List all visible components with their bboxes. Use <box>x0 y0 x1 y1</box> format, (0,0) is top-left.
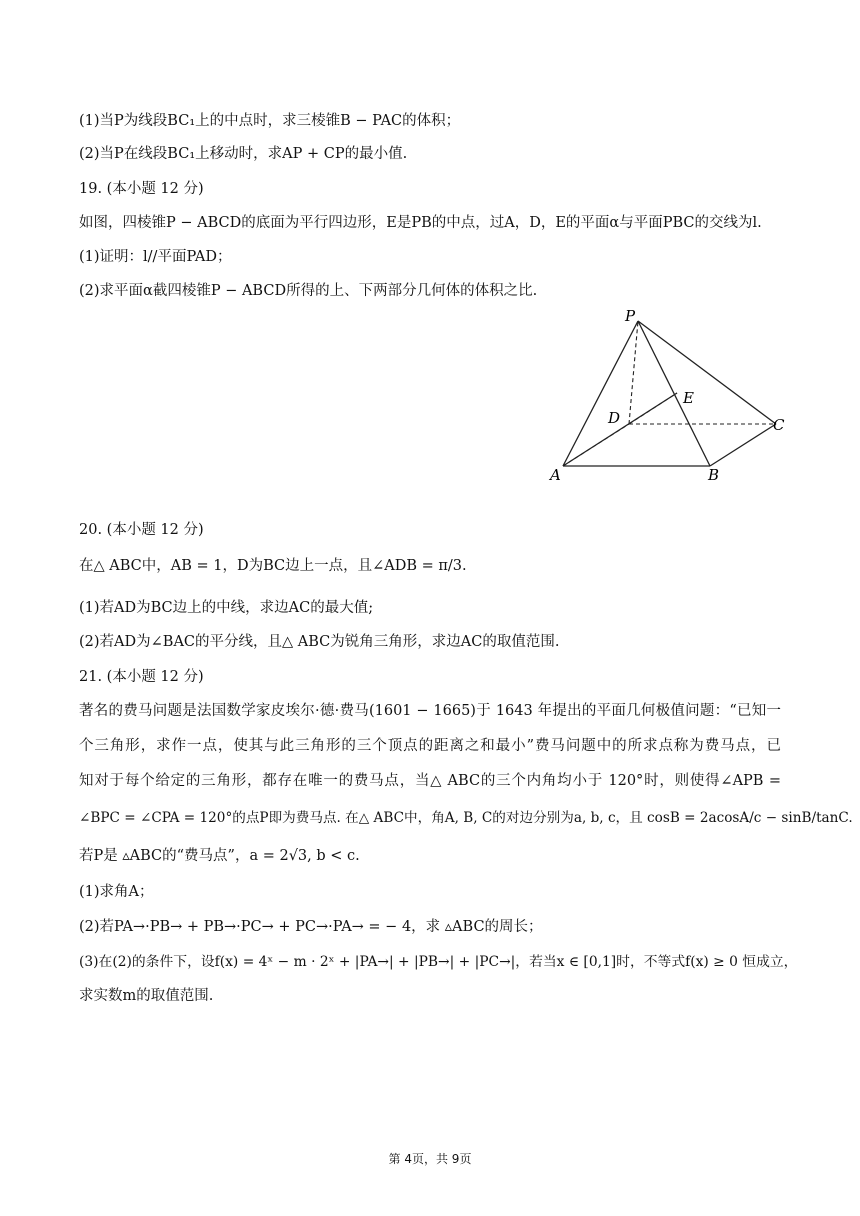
text-line: (1)证明：l//平面PAD； <box>79 249 232 265</box>
text-line: 求实数m的取值范围. <box>79 988 214 1004</box>
text-line: 著名的费马问题是法国数学家皮埃尔·德·费马(1601 − 1665)于 1643 年提出的平面几何极值问题：“已知一 <box>79 703 781 719</box>
text-line: (1)当P为线段BC₁上的中点时，求三棱锥B − PAC的体积； <box>79 113 461 129</box>
text-line: (2)若PA→·PB→ + PB→·PC→ + PC→·PA→ = − 4，求 ▵ABC的周长； <box>79 919 543 935</box>
text-line: 知对于每个给定的三角形，都存在唯一的费马点，当△ ABC的三个内角均小于 120°时，则使得∠APB = <box>79 773 781 789</box>
label-d: D <box>608 409 621 427</box>
text-line: (2)当P在线段BC₁上移动时，求AP + CP的最小值. <box>79 146 408 162</box>
label-e: E <box>683 389 694 407</box>
text-line: 在△ ABC中，AB = 1，D为BC边上一点，且∠ADB = π/3. <box>79 558 467 574</box>
question-header: 19. (本小题 12 分) <box>79 181 204 197</box>
question-header: 21. (本小题 12 分) <box>79 669 204 685</box>
page-footer: 第 4页，共 9页 <box>388 1152 472 1166</box>
text-line: (2)求平面α截四棱锥P − ABCD所得的上、下两部分几何体的体积之比. <box>79 283 538 299</box>
text-line: 个三角形，求作一点，使其与此三角形的三个顶点的距离之和最小”费马问题中的所求点称为费马点，已 <box>79 738 781 754</box>
text-line: (3)在(2)的条件下，设f(x) = 4ˣ − m · 2ˣ + |PA→| + |PB→| + |PC→|，若当x ∈ [0,1]时，不等式f(x) ≥ 0 恒成立， <box>79 954 798 970</box>
label-a: A <box>550 466 561 484</box>
text-line: ∠BPC = ∠CPA = 120°的点P即为费马点. 在△ ABC中，角A, B, C的对边分别为a, b, c，且 cosB = 2acosA/c − sinB/tanC. <box>79 810 853 826</box>
text-line: (1)求角A； <box>79 884 154 900</box>
text-line: 如图，四棱锥P − ABCD的底面为平行四边形，E是PB的中点，过A，D，E的平面α与平面PBC的交线为l. <box>79 215 762 231</box>
label-c: C <box>773 416 785 434</box>
text-line: (1)若AD为BC边上的中线，求边AC的最大值; <box>79 600 374 616</box>
question-header: 20. (本小题 12 分) <box>79 522 204 538</box>
label-b: B <box>708 466 720 484</box>
text-line: 若P是 ▵ABC的“费马点”，a = 2√3, b < c. <box>79 848 360 864</box>
text-line: (2)若AD为∠BAC的平分线，且△ ABC为锐角三角形，求边AC的取值范围. <box>79 634 560 650</box>
label-p: P <box>625 307 636 325</box>
